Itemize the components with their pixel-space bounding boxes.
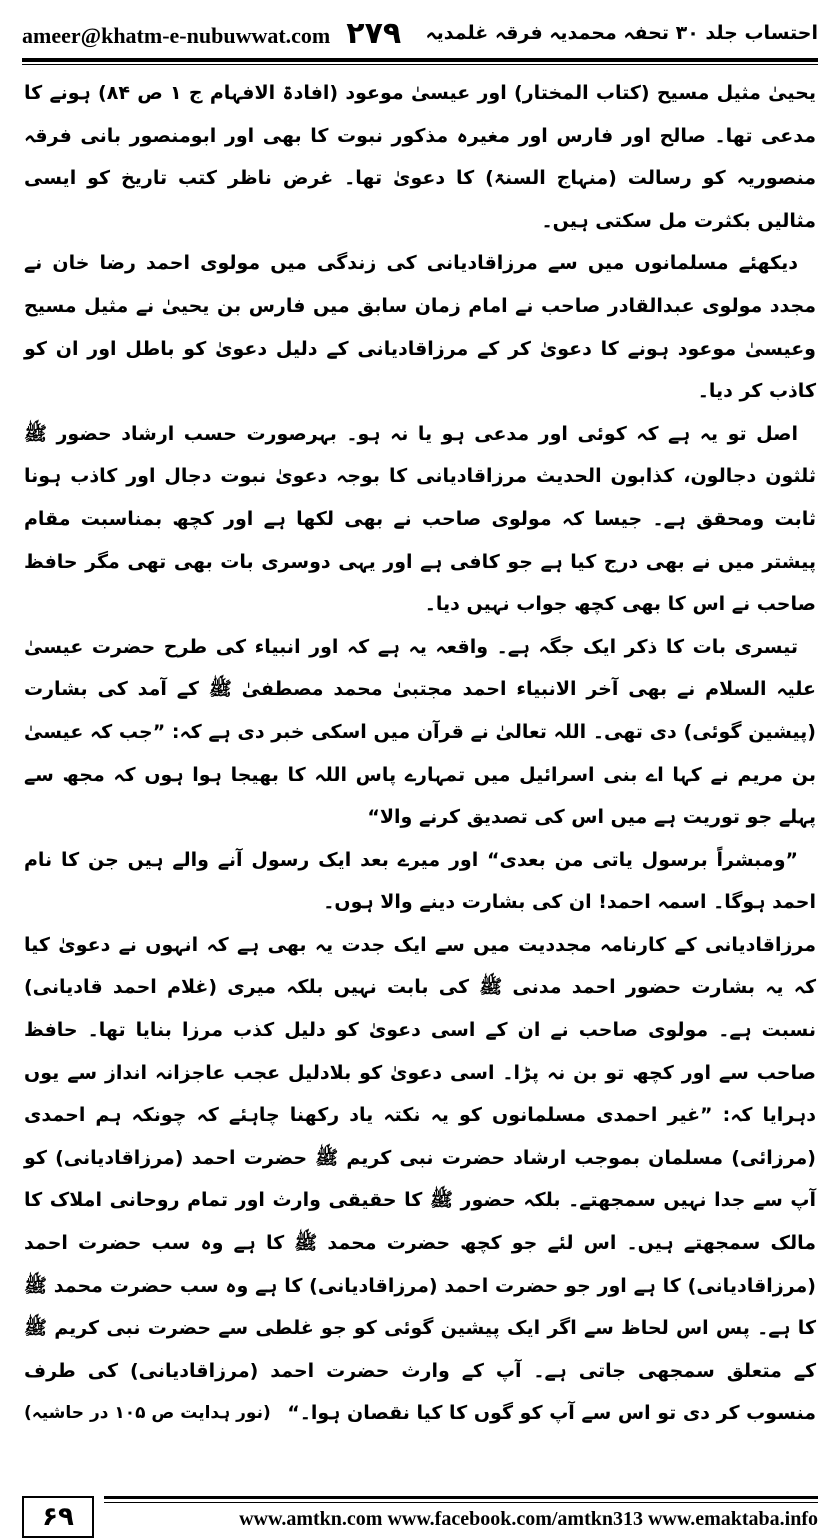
footer-page-number: ۶۹ [22, 1496, 94, 1538]
paragraph-6 [24, 924, 816, 1435]
footer-rule-thin [104, 1502, 818, 1503]
paragraph-5: ”ومبشراً برسول یاتی من بعدی“ اور میرے بعد ایک رسول آنے والے ہیں جن کا نام احمد ہوگا۔ اسمہ احمد! ان کی بشارت دینے والا ہوں۔ [24, 848, 816, 914]
page-header [22, 10, 818, 56]
header-rule-thin [22, 64, 818, 65]
header-title: احتساب جلد ۳۰ تحفہ محمدیہ فرقہ غلمدیہ [425, 22, 818, 44]
header-page-number: ۲۷۹ [346, 15, 402, 51]
paragraph-3: اصل تو یہ ہے کہ کوئی اور مدعی ہو یا نہ ہو۔ بہرصورت حسب ارشاد حضور ﷺ ثلثون دجالون، کذابون الحدیث مرزاقادیانی کا بوجہ دعویٰ نبوت دجال اور کاذب ہونا ثابت ومحقق ہے۔ جیسا کہ مولوی صاحب نے بھی لکھا ہے اور کچھ بمناسبت مقام پیشتر میں نے بھی درج کیا ہے جو کافی ہے اور یہی دوسری بات بھی تھی مگر حافظ صاحب نے اس کا بھی کچھ جواب نہیں دیا۔ [24, 422, 816, 616]
footer-rule-thick [104, 1496, 818, 1499]
header-email: ameer@khatm-e-nubuwwat.com [22, 22, 331, 48]
paragraph-1: یحییٰ مثیل مسیح (کتاب المختار) اور عیسیٰ موعود (افادۃ الافہام ج ۱ ص ۸۴) ہونے کا مدعی تھا۔ صالح اور فارس اور مغیرہ مذکور نبوت کا بھی اور ابومنصور بانی فرقہ منصوریہ کو رسالت (منہاج السنۃ) کا دعویٰ تھا۔ غرض ناظر کتب تاریخ کو ایسی مثالیں بکثرت مل سکتی ہیں۔ [24, 82, 816, 232]
paragraph-6-text: مرزاقادیانی کے کارنامہ مجددیت میں سے ایک جدت یہ بھی ہے کہ انہوں نے دعویٰ کیا کہ یہ بشارت حضور احمد مدنی ﷺ کی بابت نہیں بلکہ میری (غلام احمد قادیانی) نسبت ہے۔ مولوی صاحب نے ان کے اسی دعویٰ کو دلیل کذب مرزا بنایا تھا۔ حافظ صاحب سے اور کچھ تو بن نہ پڑا۔ اسی دعویٰ کو بلادلیل عجب عاجزانہ انداز سے یوں دہرایا کہ: ”غیر احمدی مسلمانوں کو یہ نکتہ یاد رکھنا چاہئے کہ چونکہ ہم احمدی (مرزائی) مسلمان بموجب ارشاد حضرت نبی کریم ﷺ حضرت احمد (مرزاقادیانی) کو آپ سے جدا نہیں سمجھتے۔ بلکہ حضور ﷺ کا حقیقی وارث اور تمام روحانی املاک کا مالک سمجھتے ہیں۔ اس لئے جو کچھ حضرت محمد ﷺ کا ہے وہ سب حضرت احمد (مرزاقادیانی) کا ہے اور جو حضرت احمد (مرزاقادیانی) کا ہے وہ سب حضرت محمد ﷺ کا ہے۔ پس اس لحاظ سے اگر ایک پیشین گوئی کو جو غلطی سے حضرت نبی کریم ﷺ کے متعلق سمجھی جاتی ہے۔ آپ کے وارث حضرت احمد (مرزاقادیانی) کی طرف منسوب کر دی تو اس سے آپ کو گوں کا کیا نقصان ہوا۔“ [24, 933, 816, 1425]
paragraph-4: تیسری بات کا ذکر ایک جگہ ہے۔ واقعہ یہ ہے کہ اور انبیاء کی طرح حضرت عیسیٰ علیہ السلام نے بھی آخر الانبیاء احمد مجتبیٰ محمد مصطفیٰ ﷺ کے آمد کی بشارت (پیشین گوئی) دی تھی۔ اللہ تعالیٰ نے قرآن میں اسکی خبر دی ہے کہ: ”جب کہ عیسیٰ بن مریم نے کہا اے بنی اسرائیل میں تمہارے پاس اللہ کا بھیجا ہوا ہوں کہ مجھ سے پہلے جو توریت ہے میں اس کی تصدیق کرنے والا“ [24, 635, 816, 829]
footer-links: www.amtkn.com www.facebook.com/amtkn313 www.emaktaba.info [239, 1508, 818, 1530]
header-left [22, 16, 401, 51]
body-text [24, 72, 816, 1435]
paragraph-2: دیکھئے مسلمانوں میں سے مرزاقادیانی کی زندگی میں مولوی احمد رضا خان نے مجدد مولوی عبدالقادر صاحب نے امام زمان سابق میں فارس بن یحییٰ نے مثیل مسیح وعیسیٰ موعود ہونے کا دعویٰ کر کے مرزاقادیانی کے دلیل دعویٰ کو باطل اور ان کو کاذب کر دیا۔ [24, 252, 816, 403]
citation-reference: (نور ہدایت ص ۱۰۵ در حاشیہ) [24, 1403, 271, 1424]
header-rule-thick [22, 58, 818, 62]
